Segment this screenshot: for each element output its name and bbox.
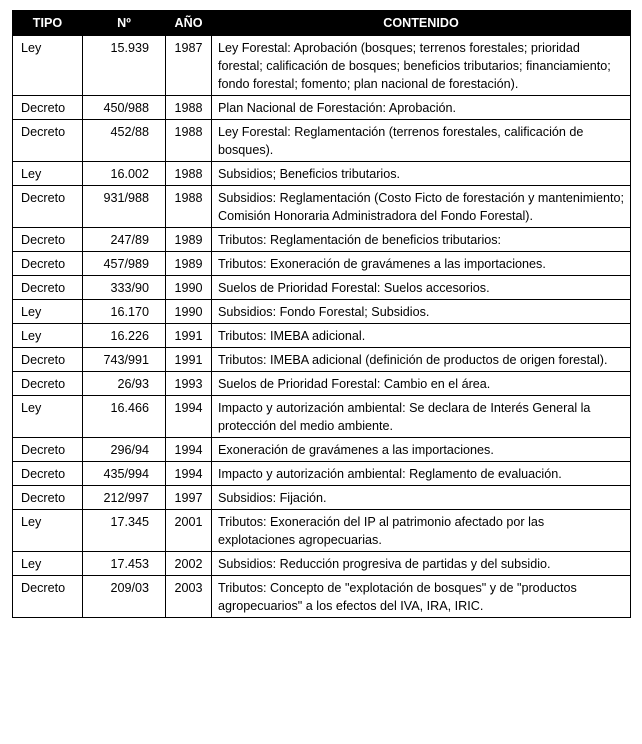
cell-num: 743/991: [83, 348, 166, 372]
cell-anio: 2002: [166, 552, 212, 576]
cell-tipo: Ley: [13, 324, 83, 348]
cell-anio: 1988: [166, 162, 212, 186]
cell-anio: 1994: [166, 438, 212, 462]
cell-contenido: Tributos: Concepto de "explotación de bosques" y de "productos agropecuarios" a los efectos del IVA, IRA, IRIC.: [212, 576, 631, 618]
table-row: [13, 510, 631, 552]
cell-num: 212/997: [83, 486, 166, 510]
cell-tipo: Decreto: [13, 576, 83, 618]
header-num: Nº: [83, 11, 166, 36]
cell-anio: 1994: [166, 462, 212, 486]
cell-anio: 1993: [166, 372, 212, 396]
cell-tipo: Decreto: [13, 120, 83, 162]
cell-num: 209/03: [83, 576, 166, 618]
cell-anio: 1990: [166, 276, 212, 300]
table-row: [13, 438, 631, 462]
cell-anio: 1989: [166, 228, 212, 252]
cell-contenido: Exoneración de gravámenes a las importaciones.: [212, 438, 631, 462]
header-tipo: TIPO: [13, 11, 83, 36]
cell-anio: 2003: [166, 576, 212, 618]
table-row: [13, 372, 631, 396]
cell-tipo: Ley: [13, 552, 83, 576]
cell-tipo: Decreto: [13, 252, 83, 276]
cell-num: 17.345: [83, 510, 166, 552]
cell-tipo: Decreto: [13, 486, 83, 510]
header-contenido: CONTENIDO: [212, 11, 631, 36]
cell-contenido: Impacto y autorización ambiental: Reglamento de evaluación.: [212, 462, 631, 486]
cell-contenido: Subsidios: Reducción progresiva de partidas y del subsidio.: [212, 552, 631, 576]
cell-contenido: Tributos: IMEBA adicional (definición de productos de origen forestal).: [212, 348, 631, 372]
table-row: [13, 228, 631, 252]
cell-anio: 1994: [166, 396, 212, 438]
cell-contenido: Suelos de Prioridad Forestal: Cambio en el área.: [212, 372, 631, 396]
cell-num: 296/94: [83, 438, 166, 462]
cell-num: 457/989: [83, 252, 166, 276]
cell-anio: 1988: [166, 186, 212, 228]
cell-tipo: Decreto: [13, 462, 83, 486]
header-anio: AÑO: [166, 11, 212, 36]
cell-tipo: Decreto: [13, 348, 83, 372]
table-row: [13, 120, 631, 162]
table-row: [13, 348, 631, 372]
table-body: [13, 36, 631, 618]
cell-num: 16.170: [83, 300, 166, 324]
table-row: [13, 186, 631, 228]
cell-contenido: Plan Nacional de Forestación: Aprobación.: [212, 96, 631, 120]
table-row: [13, 276, 631, 300]
cell-anio: 1988: [166, 120, 212, 162]
cell-num: 17.453: [83, 552, 166, 576]
cell-num: 15.939: [83, 36, 166, 96]
table-row: [13, 486, 631, 510]
header-row: [13, 11, 631, 36]
cell-contenido: Tributos: Exoneración de gravámenes a las importaciones.: [212, 252, 631, 276]
cell-num: 333/90: [83, 276, 166, 300]
table-row: [13, 96, 631, 120]
cell-num: 16.466: [83, 396, 166, 438]
cell-anio: 1988: [166, 96, 212, 120]
table-row: [13, 300, 631, 324]
cell-tipo: Ley: [13, 510, 83, 552]
cell-num: 247/89: [83, 228, 166, 252]
cell-contenido: Ley Forestal: Aprobación (bosques; terrenos forestales; prioridad forestal; calificación de bosques; beneficios tributarios; financiamiento; fondo forestal; fomento; plan nacional de forestación).: [212, 36, 631, 96]
cell-contenido: Subsidios; Beneficios tributarios.: [212, 162, 631, 186]
cell-contenido: Impacto y autorización ambiental: Se declara de Interés General la protección del medio ambiente.: [212, 396, 631, 438]
cell-anio: 2001: [166, 510, 212, 552]
legislation-table: [12, 10, 631, 618]
cell-tipo: Decreto: [13, 186, 83, 228]
cell-tipo: Decreto: [13, 372, 83, 396]
cell-anio: 1987: [166, 36, 212, 96]
cell-tipo: Decreto: [13, 96, 83, 120]
cell-num: 452/88: [83, 120, 166, 162]
table-row: [13, 252, 631, 276]
table-row: [13, 162, 631, 186]
cell-contenido: Ley Forestal: Reglamentación (terrenos forestales, calificación de bosques).: [212, 120, 631, 162]
table-row: [13, 576, 631, 618]
cell-num: 435/994: [83, 462, 166, 486]
cell-anio: 1990: [166, 300, 212, 324]
cell-anio: 1989: [166, 252, 212, 276]
table-row: [13, 462, 631, 486]
cell-tipo: Ley: [13, 162, 83, 186]
cell-contenido: Tributos: Exoneración del IP al patrimonio afectado por las explotaciones agropecuarias.: [212, 510, 631, 552]
cell-anio: 1991: [166, 348, 212, 372]
cell-contenido: Suelos de Prioridad Forestal: Suelos accesorios.: [212, 276, 631, 300]
cell-num: 16.226: [83, 324, 166, 348]
cell-contenido: Tributos: Reglamentación de beneficios tributarios:: [212, 228, 631, 252]
cell-anio: 1991: [166, 324, 212, 348]
cell-tipo: Ley: [13, 396, 83, 438]
cell-tipo: Decreto: [13, 438, 83, 462]
table-header: [13, 11, 631, 36]
cell-num: 931/988: [83, 186, 166, 228]
table-row: [13, 396, 631, 438]
cell-tipo: Ley: [13, 36, 83, 96]
cell-tipo: Ley: [13, 300, 83, 324]
cell-num: 450/988: [83, 96, 166, 120]
cell-tipo: Decreto: [13, 228, 83, 252]
cell-contenido: Subsidios: Fondo Forestal; Subsidios.: [212, 300, 631, 324]
table-row: [13, 552, 631, 576]
cell-num: 26/93: [83, 372, 166, 396]
cell-tipo: Decreto: [13, 276, 83, 300]
cell-anio: 1997: [166, 486, 212, 510]
cell-contenido: Tributos: IMEBA adicional.: [212, 324, 631, 348]
cell-contenido: Subsidios: Fijación.: [212, 486, 631, 510]
legislation-table-container: [12, 10, 630, 618]
table-row: [13, 36, 631, 96]
cell-contenido: Subsidios: Reglamentación (Costo Ficto de forestación y mantenimiento; Comisión Honoraria Administradora del Fondo Forestal).: [212, 186, 631, 228]
table-row: [13, 324, 631, 348]
cell-num: 16.002: [83, 162, 166, 186]
